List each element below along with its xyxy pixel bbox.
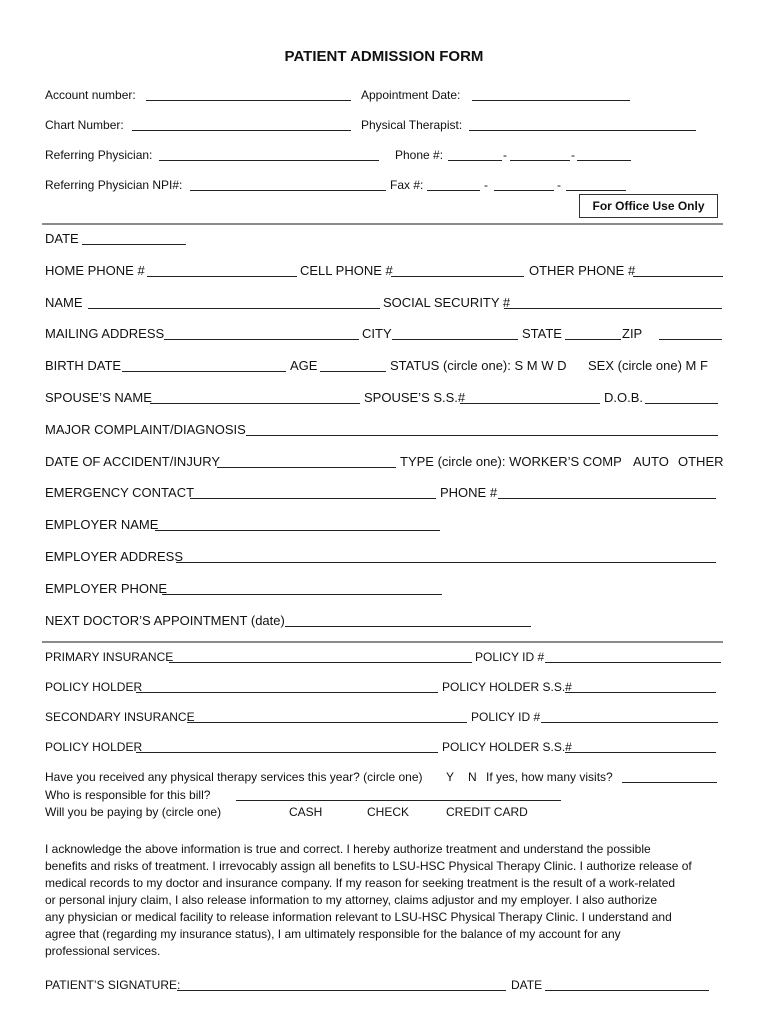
phones-row — [0, 262, 768, 280]
home-phone-field[interactable] — [147, 276, 297, 277]
emergency-contact-label: EMERGENCY CONTACT — [45, 485, 195, 500]
employer-address-row — [0, 548, 768, 566]
pt-services-no-option[interactable]: N — [468, 770, 477, 784]
fax-field-area[interactable] — [427, 190, 480, 191]
signature-date-field[interactable] — [545, 990, 709, 991]
city-field[interactable] — [392, 339, 518, 340]
referring-npi-field[interactable] — [190, 190, 386, 191]
state-field[interactable] — [565, 339, 621, 340]
phone-dash: - — [571, 148, 575, 162]
ssn-label: SOCIAL SECURITY # — [383, 295, 511, 310]
type-options[interactable]: TYPE (circle one): WORKER’S COMP — [400, 454, 622, 469]
date-field[interactable] — [82, 244, 186, 245]
cell-phone-field[interactable] — [391, 276, 524, 277]
responsible-row — [0, 786, 768, 804]
accident-row — [0, 453, 768, 471]
pt-services-yes-option[interactable]: Y — [446, 770, 455, 784]
phone-label: Phone #: — [395, 148, 444, 162]
status-options[interactable]: STATUS (circle one): S M W D — [390, 358, 567, 373]
next-appointment-label: NEXT DOCTOR’S APPOINTMENT (date) — [45, 613, 285, 628]
referring-npi-label: Referring Physician NPI#: — [45, 178, 183, 192]
acknowledgement-line: medical records to my doctor and insurance company. If my reason for seeking treatment is the result of a work-related — [45, 876, 676, 890]
zip-field[interactable] — [659, 339, 722, 340]
employer-phone-label: EMPLOYER PHONE — [45, 581, 168, 596]
secondary-insurance-row — [0, 708, 768, 726]
age-label: AGE — [290, 358, 318, 373]
emergency-row — [0, 484, 768, 502]
payment-row — [0, 803, 768, 821]
physical-therapist-field[interactable] — [469, 130, 696, 131]
fax-dash: - — [484, 178, 488, 192]
employer-address-field[interactable] — [176, 562, 716, 563]
birth-date-label: BIRTH DATE — [45, 358, 122, 373]
employer-name-label: EMPLOYER NAME — [45, 517, 159, 532]
secondary-policy-id-field[interactable] — [541, 722, 718, 723]
fax-label: Fax #: — [390, 178, 424, 192]
other-phone-label: OTHER PHONE # — [529, 263, 636, 278]
name-row — [0, 294, 768, 312]
home-phone-label: HOME PHONE # — [45, 263, 145, 278]
referring-physician-label: Referring Physician: — [45, 148, 153, 162]
acknowledgement-line: I acknowledge the above information is true and correct. I hereby authorize treatment and understand the possible — [45, 842, 651, 856]
section-divider — [42, 223, 723, 225]
major-complaint-label: MAJOR COMPLAINT/DIAGNOSIS — [45, 422, 246, 437]
sex-options[interactable]: SEX (circle one) M F — [588, 358, 708, 373]
acknowledgement-line: professional services. — [45, 944, 161, 958]
chart-row — [0, 116, 768, 134]
date-of-accident-label: DATE OF ACCIDENT/INJURY — [45, 454, 221, 469]
emergency-phone-field[interactable] — [498, 498, 716, 499]
complaint-row — [0, 421, 768, 439]
city-label: CITY — [362, 326, 392, 341]
zip-label: ZIP — [622, 326, 643, 341]
birth-row — [0, 357, 768, 375]
secondary-policy-holder-ss-field[interactable] — [565, 752, 716, 753]
appointment-date-field[interactable] — [472, 100, 630, 101]
spouse-ss-label: SPOUSE’S S.S.# — [364, 390, 466, 405]
address-row — [0, 325, 768, 343]
chart-number-field[interactable] — [132, 130, 351, 131]
emergency-contact-field[interactable] — [190, 498, 436, 499]
secondary-holder-row — [0, 738, 768, 756]
primary-policy-id-label: POLICY ID # — [475, 650, 545, 664]
mailing-address-field[interactable] — [164, 339, 359, 340]
chart-number-label: Chart Number: — [45, 118, 124, 132]
primary-insurance-label: PRIMARY INSURANCE — [45, 650, 174, 664]
phone-field-prefix[interactable] — [510, 160, 570, 161]
dob-field[interactable] — [645, 403, 718, 404]
responsible-question: Who is responsible for this bill? — [45, 788, 211, 802]
form-title: PATIENT ADMISSION FORM — [284, 48, 484, 65]
payment-credit-card-option[interactable]: CREDIT CARD — [446, 805, 528, 819]
npi-row — [0, 176, 768, 194]
next-appointment-field[interactable] — [285, 626, 531, 627]
mailing-address-label: MAILING ADDRESS — [45, 326, 165, 341]
patient-signature-field[interactable] — [177, 990, 506, 991]
spouse-row — [0, 389, 768, 407]
acknowledgement-line: or personal injury claim, I also release information to my attorney, claims adjustor and my employer. I also authorize — [45, 893, 658, 907]
name-field[interactable] — [88, 308, 380, 309]
primary-policy-id-field[interactable] — [545, 662, 721, 663]
state-label: STATE — [522, 326, 562, 341]
policy-holder-ss-field[interactable] — [565, 692, 716, 693]
section-divider — [42, 641, 723, 643]
fax-dash: - — [557, 178, 561, 192]
emergency-phone-label: PHONE # — [440, 485, 498, 500]
policy-holder-label: POLICY HOLDER — [45, 680, 143, 694]
policy-holder-field[interactable] — [136, 692, 438, 693]
visits-label: If yes, how many visits? — [486, 770, 613, 784]
payment-check-option[interactable]: CHECK — [367, 805, 410, 819]
referring-physician-field[interactable] — [159, 160, 379, 161]
major-complaint-field[interactable] — [246, 435, 718, 436]
acknowledgement-line: any physician or medical facility to release information relevant to LSU-HSC Physical Therapy Clinic. I understand and — [45, 910, 672, 924]
employer-phone-field[interactable] — [162, 594, 442, 595]
patient-signature-label: PATIENT’S SIGNATURE: — [45, 978, 181, 992]
account-number-label: Account number: — [45, 88, 136, 102]
policy-holder-row — [0, 678, 768, 696]
acknowledgement-line: benefits and risks of treatment. I irrevocably assign all benefits to LSU-HSC Physical Therapy Clinic. I authorize release of — [45, 859, 692, 873]
physical-therapist-label: Physical Therapist: — [361, 118, 463, 132]
phone-dash: - — [503, 148, 507, 162]
acknowledgement-paragraph — [45, 841, 725, 960]
date-row — [0, 230, 768, 248]
phone-field-area[interactable] — [448, 160, 502, 161]
secondary-policy-id-label: POLICY ID # — [471, 710, 541, 724]
spouse-ss-field[interactable] — [460, 403, 600, 404]
birth-date-field[interactable] — [122, 371, 286, 372]
fax-field-prefix[interactable] — [494, 190, 554, 191]
secondary-insurance-label: SECONDARY INSURANCE — [45, 710, 195, 724]
referring-row — [0, 146, 768, 164]
signature-row — [0, 976, 768, 994]
primary-insurance-field[interactable] — [169, 662, 472, 663]
age-field[interactable] — [320, 371, 386, 372]
responsible-field[interactable] — [236, 800, 561, 801]
spouse-name-label: SPOUSE’S NAME — [45, 390, 152, 405]
account-number-field[interactable] — [146, 100, 351, 101]
account-row — [0, 86, 768, 104]
employer-address-label: EMPLOYER ADDRESS — [45, 549, 183, 564]
secondary-insurance-field[interactable] — [187, 722, 467, 723]
pt-services-question: Have you received any physical therapy services this year? (circle one) — [45, 770, 423, 784]
date-label: DATE — [45, 231, 79, 246]
cell-phone-label: CELL PHONE # — [300, 263, 393, 278]
appointment-date-label: Appointment Date: — [361, 88, 461, 102]
other-phone-field[interactable] — [633, 276, 723, 277]
pt-services-row — [0, 768, 768, 786]
phone-field-line[interactable] — [577, 160, 631, 161]
ssn-field[interactable] — [504, 308, 722, 309]
name-label: NAME — [45, 295, 83, 310]
primary-insurance-row — [0, 648, 768, 666]
date-of-accident-field[interactable] — [217, 467, 396, 468]
spouse-name-field[interactable] — [150, 403, 360, 404]
dob-label: D.O.B. — [604, 390, 644, 405]
acknowledgement-line: agree that (regarding my insurance status), I am ultimately responsible for the balance of my account for any — [45, 927, 621, 941]
type-other-option[interactable]: OTHER — [678, 454, 724, 469]
type-auto-option[interactable]: AUTO — [633, 454, 669, 469]
visits-field[interactable] — [622, 782, 717, 783]
payment-question: Will you be paying by (circle one) — [45, 805, 222, 819]
employer-name-row — [0, 516, 768, 534]
secondary-policy-holder-label: POLICY HOLDER — [45, 740, 143, 754]
employer-name-field[interactable] — [155, 530, 440, 531]
policy-holder-ss-label: POLICY HOLDER S.S.# — [442, 680, 572, 694]
secondary-policy-holder-field[interactable] — [136, 752, 438, 753]
secondary-policy-holder-ss-label: POLICY HOLDER S.S.# — [442, 740, 572, 754]
fax-field-line[interactable] — [566, 190, 626, 191]
office-use-only-box: For Office Use Only — [579, 194, 718, 218]
employer-phone-row — [0, 580, 768, 598]
next-appointment-row — [0, 612, 768, 630]
payment-cash-option[interactable]: CASH — [289, 805, 323, 819]
signature-date-label: DATE — [511, 978, 543, 992]
